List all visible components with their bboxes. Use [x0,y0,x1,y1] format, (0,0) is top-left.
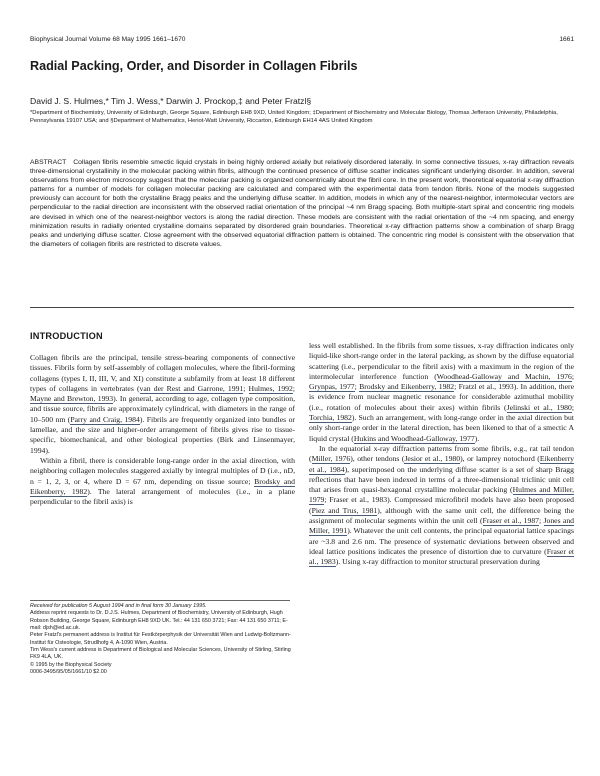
page-number: 1661 [559,36,574,43]
citation-link[interactable]: Eikenberry et al., 1984 [309,454,574,474]
citation-link[interactable]: Brodsky and Eikenberry, 1982 [359,382,455,392]
footnotes [30,603,295,676]
section-heading-introduction: INTRODUCTION [30,331,103,341]
paragraph: Within a fibril, there is considerable long-range order in the axial direction, with neighboring collagen molecules staggered axially by integral multiples of D (i.e., nD, n = 1, 2, 3, or 4, where D = 67 nm, depending on tissue source; Brodsky and Eikenberry, 1982). The lateral arrangement of molecules (i.e., in a plane perpendicular to the fibril axis) is [30,455,295,507]
citation-link[interactable]: Fraser et al., 1983 [309,546,574,567]
issn-code: 0006-3495/95/05/1661/10 $2.00 [30,669,107,676]
citation-link[interactable]: Miller, 1976 [311,454,351,464]
abstract [30,158,574,249]
citation-link[interactable]: Parry and Craig, 1984 [70,414,140,424]
paragraph: In the equatorial x-ray diffraction patterns from some fibrils, e.g., rat tail tendon (Miller, 1976), other tendons (Jesior et al., 1980), or lamprey notochord (Eikenberry et al., 1984), superimposed on the underlying diffuse scatter is a set of sharp Bragg reflections that have been indexed in terms of a three-dimensional triclinic unit cell that arises from quasi-hexagonal crystalline molecular packing (Hulmes and Miller, 1979; Fraser et al., 1983). Compressed microfibril models have also been proposed (Piez and Trus, 1981), although with the same unit cell, the difference being the assignment of molecular segments within the unit cell (Fraser et al., 1987; Jones and Miller, 1991). Whatever the unit cell contents, the principal equatorial lattice spacings are ~3.8 and 2.6 nm. The presence of systematic deviations between observed and ideal lattice positions indicates the presence of distortion due to curvature (Fraser et al., 1983). Using x-ray diffraction to monitor structural preservation during [309,443,575,567]
abstract-divider [30,307,574,308]
citation-link[interactable]: Jelinski et al., 1980 [506,402,572,412]
footnote-divider [30,600,290,601]
reprint-address: Address reprint requests to Dr. D.J.S. Hulmes, Department of Biochemistry, University of Edinburgh, Hugh Robson Building, George Square, Edinburgh EH8 9XD UK. Tel.: 44 131 650 3721; Fax: 44 131 650 3711; E-mail: djsh@ed.ac.uk. [30,610,288,632]
affiliations: *Department of Biochemistry, University of Edinburgh, George Square, Edinburgh EH8 9XD, United Kingdom; ‡Department of Biochemistry and Molecular Biology, Thomas Jefferson University, Philadelphia, Pennsylvania 19107 USA; and §Department of Mathematics, Heriot-Watt University, Riccarton, Edinburgh EH14 4AS United Kingdom [30,110,558,124]
citation-link[interactable]: Jesior et al., 1980 [404,454,461,464]
citation-link[interactable]: Woodhead-Galloway and Machin, 1976 [436,371,572,381]
paragraph: less well established. In the fibrils from some tissues, x-ray diffraction indicates only liquid-like short-range order in the lateral packing, as shown by the diffuse equatorial scattering (i.e., perpendicular to the fibril axis) with a maximum in the region of the intermolecular interference function (Woodhead-Galloway and Machin, 1976; Grynpas, 1977; Brodsky and Eikenberry, 1982; Fratzl et al., 1993). In addition, there is evidence from nuclear magnetic resonance for considerable azimuthal mobility (i.e., rotation of molecules about their axes) within fibrils (Jelinski et al., 1980; Torchia, 1982). Such an arrangement, with long-range order in the axial direction but only short-range order in the lateral direction, has been likened to that of a smectic A liquid crystal (Hukins and Woodhead-Galloway, 1977). [309,341,575,443]
fratzl-address: Peter Fratzl's permanent address is Institut für Festkörperphysik der Universität Wien and Ludwig-Boltzmann-Institut für Osteologie, Strudlhofg 4, A-1090 Wien, Austria. [30,632,291,646]
left-column [30,353,295,507]
abstract-text: Collagen fibrils resemble smectic liquid crystals in being highly ordered axially but relatively disordered laterally. In some connective tissues, x-ray diffraction reveals three-dimensional crystallinity in the molecular packing within fibrils, although the continued presence of diffuse scatter indicates significant underlying disorder. In addition, several observations from electron microscopy suggest that the molecular packing is organized concentrically about the fibril core. In the present work, theoretical equatorial x-ray diffraction patterns for a number of models for collagen molecular packing are calculated and compared with the experimental data from tendon fibrils. None of the models suggested previously can account for both the crystalline Bragg peaks and the underlying diffuse scatter. In addition, models in which any of the nearest-neighbor, intermolecular vectors are perpendicular to the radial direction are inconsistent with the observed radial orientation of the principal ~4 nm Bragg spacing. Both multiple-start spiral and concentric ring models are devised in which one of the nearest-neighbor vectors is along the radial direction. These models are consistent with the radial orientation of the ~4 nm spacing, and energy minimization results in radially oriented crystalline domains separated by disordered grain boundaries. Theoretical x-ray diffraction patterns show a combination of sharp Bragg peaks and underlying diffuse scatter. Close agreement with the observed equatorial diffraction pattern is obtained. The concentric ring model is consistent with the observation that the diameters of collagen fibrils are restricted to discrete values. [30,159,575,248]
citation-link[interactable]: Hulmes, 1992 [248,383,293,393]
citation-link[interactable]: Grynpas, 1977 [309,382,355,392]
paragraph: Collagen fibrils are the principal, tensile stress-bearing components of connective tissues. Fibrils form by self-assembly of collagen molecules, where the fibril-forming collagens (types I, II, III, V, and XI) constitute a subfamily from at least 18 different types of collagens in vertebrates (van der Rest and Garrone, 1991; Hulmes, 1992; Mayne and Brewton, 1993). In general, according to age, collagen type composition, and tissue source, fibrils are approximately cylindrical, with diameters in the range of 10–500 nm (Parry and Craig, 1984). Fibrils are frequently organized into bundles or lamellae, and the size and higher-order arrangement of fibrils gives rise to tissue-specific, biomechanical, and other biological properties (Birk and Linsenmayer, 1994). [30,353,296,455]
right-column [309,341,574,568]
citation-link[interactable]: Fraser et al., 1987 [482,516,540,526]
citation-link[interactable]: van der Rest and Garrone, 1991 [139,383,244,393]
citation-link[interactable]: Torchia, 1982 [309,413,352,423]
running-head [30,36,574,48]
abstract-label: ABSTRACT [30,159,67,166]
received-dates: Received for publication 5 August 1994 and in final form 30 January 1995. [30,603,207,609]
citation-link[interactable]: Brodsky and Eikenberry, 1982 [30,476,295,496]
paper-title: Radial Packing, Order, and Disorder in Collagen Fibrils [30,59,358,73]
journal-citation: Biophysical Journal Volume 68 May 1995 1661–1670 [30,36,186,43]
citation-link[interactable]: Hukins and Woodhead-Galloway, 1977 [353,433,475,443]
citation-link[interactable]: Piez and Trus, 1981 [311,505,378,515]
citation-link[interactable]: Mayne and Brewton, 1993 [30,394,114,404]
author-list: David J. S. Hulmes,* Tim J. Wess,* Darwin J. Prockop,‡ and Peter Fratzl§ [30,96,312,106]
wess-address: Tim Wess's current address is Department of Biological and Molecular Sciences, University of Stirling, Stirling FK9 4LA, UK. [30,647,291,661]
copyright: © 1995 by the Biophysical Society [30,661,112,668]
citation-link[interactable]: Hulmes and Miller, 1979 [309,485,574,505]
citation-link[interactable]: Jones and Miller, 1991 [309,516,575,536]
